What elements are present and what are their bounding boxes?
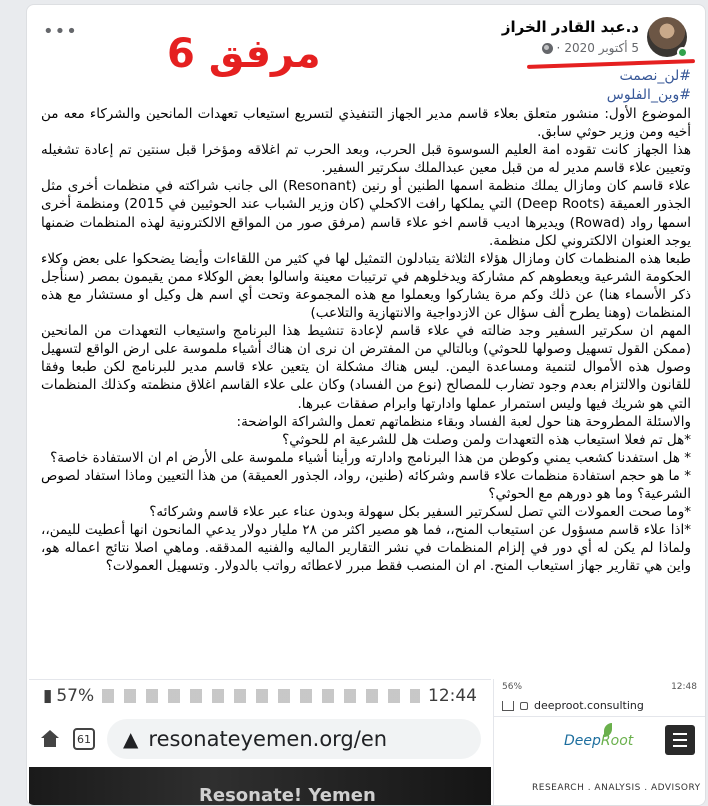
facebook-post-card [26,4,706,806]
hashtag-link[interactable]: #لن_نصمت [619,68,691,84]
hashtag-link[interactable]: #وين_الفلوس [606,87,691,103]
site-header [494,717,705,801]
browser-address-row [494,695,705,717]
hamburger-menu-icon [665,725,695,755]
battery-level: 56% [502,682,523,692]
author-name[interactable]: د.عبد القادر الخراز [501,18,639,36]
globe-icon[interactable] [542,43,553,54]
phone-status-bar [494,679,705,695]
battery-level: 57% [56,686,95,706]
deeproot-logo [564,733,633,749]
url-text: deeproot.consulting [534,699,644,712]
meta-separator: · [556,41,561,55]
post-paragraph: المهم ان سكرتير السفير وجد ضالته في علاء قاسم لإعادة تنشيط هذا البرنامج واستيعاب التعهدات من المانحين (ممكن القول تسهيل وصولها للحوثي) وبالتالي من المفترض ان نرى ان هناك أشياء ملموسة على ارض الواقع لتسهيل وصول هذه الأموال لتنمية ومساعدة اليمن. ليس هناك مشكلة ان يتعين علاء قاسم مدير للبرنامج لكن طبعا وفقا للقانون والالتزام بعدم وجود تضارب للمصالح (نوع من الفساد) وكان على علاء القاسم اغلاق منظمته وكذلك المنظمات التي هو شريك فيها وليس استمرار عملها وادارتها وابرام صفقات عبرها. [41,323,691,412]
post-paragraph: هذا الجهاز كانت تقوده امة العليم السوسوة قبل الحرب، وبعد الحرب تم اغلاقه ومؤخرا قبل سنتين تم إعادة تشغيله وتعيين علاء قاسم مدير له من قبل معين عبدالملك سكرتير السفير. [41,142,691,177]
post-paragraph: طبعا هذه المنظمات كان ومازال هؤلاء الثلاثة يتبادلون التمثيل لها في كثير من اللقاءات وأيضا يضحكوا على بعض وكلاء الحكومة الشرعية ويعطوهم كم مشاركة ويدخلوهم في ترتيبات معينة واسالوا بعض الوكلاء ممن يقيمون بمصر (سنأجل ذكر الأسماء هنا) عن ذلك وكم مرة يشاركوا ويعملوا مع هذه المجموعة وتحت أي اسم هل وكيل او مستشار مع هذه المنظمات (وهنا يطرح ألف سؤال عن الازدواجية والانتهازية والتلاعب) [41,250,691,322]
phone-status-bar [29,680,491,712]
attachment-image-resonate[interactable] [29,679,491,806]
post-paragraph: *اذا علاء قاسم مسؤول عن استيعاب المنح،، فما هو مصير اكثر من ٢٨ مليار دولار يدعي المانحون انها أعطيت لليمن،، ولماذا لم يكن له أي دور في إلزام المنظمات في نشر التقارير الماليه والفنيه المدققه. وماهي اصلا نتائج اعماله هو، واين هي تقارير جهاز استيعاب المنح. ام ان المنصب فقط مبرر لاعطائه رواتب بالدولار. وتسهيل العمولات؟ [41,522,691,575]
lock-icon [520,702,528,710]
post-date[interactable]: 5 أكتوبر 2020 [564,41,639,55]
post-paragraph: *وما صحت العمولات التي تصل لسكرتير السفير بكل سهولة وبدون عناء عبر علاء قاسم وشركائه؟ [149,504,691,521]
post-paragraph: والاسئلة المطروحة هنا حول لعبة الفساد وبقاء منظماتهم تعمل والشراكة الواضحة: [236,413,691,430]
logo-part-deep: Deep [564,733,601,749]
warning-icon: ▲ [123,727,139,751]
home-icon [502,701,514,711]
site-banner [29,767,491,806]
post-paragraph: * ما هو حجم استفادة منظمات علاء قاسم وشركائه (طنين، رواد، الجذور العميقة) من هذا التعيين وماذا استفاد لصوص الشرعية؟ وما هو دورهم مع الحوثي؟ [41,467,691,502]
post-meta [542,41,639,55]
hashtags [607,67,691,105]
address-bar [107,719,481,759]
post-paragraph: الموضوع الأول: منشور متعلق بعلاء قاسم مدير الجهاز التنفيذي لتسريع استيعاب تعهدات المانحين والشركاء معه من أخيه ومن وزير حوثي سابق. [41,106,691,141]
logo-part-root: Root [600,733,634,749]
home-icon [39,730,61,748]
attachment-image-deeproot[interactable] [493,679,705,806]
post-paragraph: *هل تم فعلا استيعاب هذه التعهدات ولمن وصلت هل للشرعية ام للحوثي؟ [282,431,691,448]
post-body [41,105,691,575]
site-banner-title: Resonate! Yemen [199,785,376,806]
more-options-button[interactable]: ••• [43,21,78,42]
url-text: resonateyemen.org/en [148,727,388,751]
signal-icon: ▮ [43,686,53,706]
attachment-label: مرفق 6 [167,31,321,77]
notification-icons [102,689,420,703]
avatar[interactable] [647,17,687,57]
clock: 12:44 [428,686,477,706]
browser-address-row [29,712,491,766]
online-status-icon [677,47,688,58]
tab-count: 61 [73,728,95,750]
post-paragraph: * هل استفدنا كشعب يمني وكوطن من هذا البرنامج وادارته ورأينا أشياء ملموسة على الأرض ام ان الاستفادة خاصة؟ [50,449,691,466]
site-tagline: RESEARCH . ANALYSIS . ADVISORY [532,783,701,793]
clock: 12:48 [671,682,697,692]
post-paragraph: علاء قاسم كان ومازال يملك منظمة اسمها الطنين أو رنين (Resonant) الى جانب شراكته في منظمات أخرى مثل الجذور العميقة (Deep Roots) التي يملكها رافت الاكحلي (كان وزير الشباب عند الحوثيين في 2015) ومنظمة أخرى اسمها رواد (Rowad) ويديرها اديب قاسم اخو علاء قاسم (مرفق صور من المواقع الالكترونية لهذه المنظمات ضمنها يوجد العنوان الالكتروني لكل منظمة. [41,178,691,249]
